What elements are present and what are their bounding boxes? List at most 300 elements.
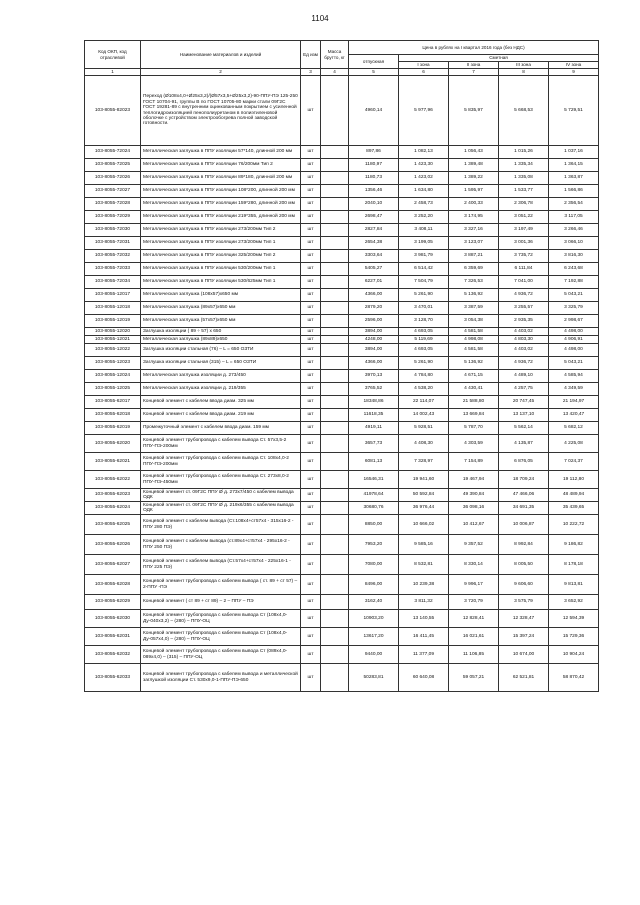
cell-zone3-price: 4 936,72 bbox=[499, 357, 549, 370]
cell-release-price: 13617,20 bbox=[349, 628, 399, 646]
cell-zone1-price: 8 532,81 bbox=[399, 555, 449, 575]
cell-zone2-price: 4 998,08 bbox=[449, 336, 499, 344]
table-row bbox=[85, 328, 599, 336]
cell-name: Заглушка изоляции ( 89 ÷ 57) х 650 bbox=[141, 328, 301, 336]
cell-release-price: 3970,13 bbox=[349, 370, 399, 383]
table-row bbox=[85, 172, 599, 185]
cell-zone4-price: 6 243,68 bbox=[549, 263, 599, 276]
cell-zone2-price: 3 887,21 bbox=[449, 250, 499, 263]
cell-zone4-price: 3 816,30 bbox=[549, 250, 599, 263]
cell-zone4-price: 19 112,80 bbox=[549, 471, 599, 489]
cell-zone4-price: 1 566,86 bbox=[549, 185, 599, 198]
cell-mass bbox=[321, 471, 349, 489]
cell-name: Концевой элемент с кабелем вывода (Ст.108х4+ст57х4 - 315х16-2 - ППУ 280 ПЭ) bbox=[141, 515, 301, 535]
cell-unit: шт bbox=[301, 595, 321, 610]
table-row bbox=[85, 237, 599, 250]
cell-zone1-price: 5 261,90 bbox=[399, 289, 449, 302]
cell-unit: шт bbox=[301, 628, 321, 646]
col-index: 8 bbox=[499, 69, 549, 76]
cell-mass bbox=[321, 224, 349, 237]
cell-zone4-price: 5 682,12 bbox=[549, 422, 599, 435]
cell-release-price: 6227,01 bbox=[349, 276, 399, 289]
table-row bbox=[85, 250, 599, 263]
cell-name: Концевой элемент трубопровода с кабелем вывода и металлической заглушкой изоляции Ст. 530х9,0-1-ППУ-ПЭ-650 bbox=[141, 664, 301, 692]
cell-zone1-price: 22 114,07 bbox=[399, 396, 449, 409]
cell-name: Металлическая заглушка изоляции д. 273/450 bbox=[141, 370, 301, 383]
cell-zone2-price: 13 669,84 bbox=[449, 409, 499, 422]
cell-zone2-price: 4 303,59 bbox=[449, 435, 499, 453]
cell-name: Металлическая заглушка в ППУ изоляции 530/625мм Тип 1 bbox=[141, 276, 301, 289]
cell-name: Концевой элемент трубопровода с кабелем вывода Ст (108х4,0-Ду-040х3,2) – (280) – ППУ-ОЦ bbox=[141, 610, 301, 628]
cell-zone3-price: 1 335,08 bbox=[499, 172, 549, 185]
cell-mass bbox=[321, 263, 349, 276]
cell-unit: шт bbox=[301, 515, 321, 535]
cell-zone1-price: 1 082,13 bbox=[399, 146, 449, 159]
cell-release-price: 2596,00 bbox=[349, 315, 399, 328]
cell-mass bbox=[321, 489, 349, 502]
table-row bbox=[85, 535, 599, 555]
cell-unit: шт bbox=[301, 146, 321, 159]
cell-zone2-price: 4 581,58 bbox=[449, 344, 499, 357]
cell-code: 103-8055-72034 bbox=[85, 276, 141, 289]
cell-mass bbox=[321, 515, 349, 535]
table-row bbox=[85, 336, 599, 344]
cell-zone4-price: 4 906,91 bbox=[549, 336, 599, 344]
header-zone4: IV зона bbox=[549, 62, 599, 69]
page-number: 1104 bbox=[311, 14, 329, 23]
cell-zone1-price: 1 634,80 bbox=[399, 185, 449, 198]
cell-zone2-price: 4 430,41 bbox=[449, 383, 499, 396]
cell-name: Концевой элемент с кабелем вывода (ст.89х4+ст57х4 - 295х16-2 - ППУ 250 ПЭ) bbox=[141, 535, 301, 555]
cell-zone4-price: 4 498,00 bbox=[549, 344, 599, 357]
col-index: 3 bbox=[301, 69, 321, 76]
table-row bbox=[85, 383, 599, 396]
cell-release-price: 8850,00 bbox=[349, 515, 399, 535]
cell-zone4-price: 13 420,47 bbox=[549, 409, 599, 422]
col-index: 7 bbox=[449, 69, 499, 76]
cell-code: 103-8055-72030 bbox=[85, 224, 141, 237]
cell-zone1-price: 60 640,08 bbox=[399, 664, 449, 692]
cell-mass bbox=[321, 315, 349, 328]
cell-mass bbox=[321, 237, 349, 250]
cell-zone2-price: 9 996,17 bbox=[449, 575, 499, 595]
cell-zone4-price: 9 813,81 bbox=[549, 575, 599, 595]
cell-name: Металлическая заглушка в ППУ изоляции 273/200мм Тип 2 bbox=[141, 224, 301, 237]
table-header bbox=[85, 41, 599, 76]
cell-mass bbox=[321, 595, 349, 610]
table-row bbox=[85, 289, 599, 302]
cell-code: 103-8055-62022 bbox=[85, 471, 141, 489]
cell-zone4-price: 1 037,16 bbox=[549, 146, 599, 159]
cell-unit: шт bbox=[301, 409, 321, 422]
cell-zone1-price: 4 784,80 bbox=[399, 370, 449, 383]
cell-unit: шт bbox=[301, 664, 321, 692]
cell-release-price: 8496,00 bbox=[349, 575, 399, 595]
cell-zone4-price: 4 349,59 bbox=[549, 383, 599, 396]
cell-zone4-price: 1 363,87 bbox=[549, 172, 599, 185]
cell-name: Металлическая заглушка в ППУ изоляции 89*180, длинной 200 мм bbox=[141, 172, 301, 185]
cell-mass bbox=[321, 396, 349, 409]
cell-release-price: 7953,20 bbox=[349, 535, 399, 555]
cell-zone1-price: 1 423,02 bbox=[399, 172, 449, 185]
cell-unit: шт bbox=[301, 250, 321, 263]
cell-zone3-price: 5 562,14 bbox=[499, 422, 549, 435]
cell-zone2-price: 10 412,67 bbox=[449, 515, 499, 535]
cell-release-price: 1180,73 bbox=[349, 172, 399, 185]
cell-zone2-price: 7 154,89 bbox=[449, 453, 499, 471]
cell-zone3-price: 4 936,72 bbox=[499, 289, 549, 302]
cell-zone1-price: 1 423,30 bbox=[399, 159, 449, 172]
cell-zone1-price: 3 811,32 bbox=[399, 595, 449, 610]
cell-name: Металлическая заглушка в ППУ изоляции 530/200мм Тип 1 bbox=[141, 263, 301, 276]
cell-code: 103-8055-12024 bbox=[85, 370, 141, 383]
cell-code: 103-8055-62021 bbox=[85, 453, 141, 471]
cell-unit: шт bbox=[301, 422, 321, 435]
cell-code: 103-8055-72028 bbox=[85, 198, 141, 211]
cell-zone3-price: 15 397,24 bbox=[499, 628, 549, 646]
cell-zone1-price: 16 411,45 bbox=[399, 628, 449, 646]
table-row bbox=[85, 315, 599, 328]
cell-zone1-price: 7 328,97 bbox=[399, 453, 449, 471]
cell-code: 103-8055-62033 bbox=[85, 664, 141, 692]
cell-zone2-price: 7 326,53 bbox=[449, 276, 499, 289]
cell-zone1-price: 5 928,51 bbox=[399, 422, 449, 435]
cell-zone2-price: 5 136,92 bbox=[449, 357, 499, 370]
cell-zone4-price: 10 904,24 bbox=[549, 646, 599, 664]
header-zone3: III зона bbox=[499, 62, 549, 69]
cell-zone3-price: 1 533,77 bbox=[499, 185, 549, 198]
cell-zone2-price: 9 357,52 bbox=[449, 535, 499, 555]
cell-mass bbox=[321, 370, 349, 383]
cell-unit: шт bbox=[301, 289, 321, 302]
cell-unit: шт bbox=[301, 344, 321, 357]
table-row bbox=[85, 344, 599, 357]
cell-unit: шт bbox=[301, 535, 321, 555]
cell-name: Металлическая заглушка в ППУ изоляции 325/200мм Тип 2 bbox=[141, 250, 301, 263]
header-code: Код ОКП, код отраслевой bbox=[85, 41, 141, 69]
cell-zone1-price: 3 128,70 bbox=[399, 315, 449, 328]
table-row bbox=[85, 610, 599, 628]
cell-code: 103-8055-72024 bbox=[85, 146, 141, 159]
cell-unit: шт bbox=[301, 370, 321, 383]
cell-zone4-price: 3 266,46 bbox=[549, 224, 599, 237]
cell-zone4-price: 10 222,72 bbox=[549, 515, 599, 535]
table-row bbox=[85, 211, 599, 224]
cell-zone1-price: 11 377,09 bbox=[399, 646, 449, 664]
header-mass: Масса брутто, кг bbox=[321, 41, 349, 69]
cell-release-price: 1356,46 bbox=[349, 185, 399, 198]
cell-name: Концевой элемент ( ст 89 + ст 89) – 2 – ППУ – ПЭ bbox=[141, 595, 301, 610]
cell-mass bbox=[321, 575, 349, 595]
cell-code: 103-8055-62024 bbox=[85, 502, 141, 515]
table-row bbox=[85, 409, 599, 422]
cell-zone3-price: 8 005,50 bbox=[499, 555, 549, 575]
table-row bbox=[85, 302, 599, 315]
cell-release-price: 4919,11 bbox=[349, 422, 399, 435]
cell-zone4-price: 1 364,15 bbox=[549, 159, 599, 172]
cell-unit: шт bbox=[301, 198, 321, 211]
cell-zone3-price: 6 111,84 bbox=[499, 263, 549, 276]
cell-code: 103-8055-12017 bbox=[85, 289, 141, 302]
cell-zone1-price: 4 693,05 bbox=[399, 328, 449, 336]
header-name: Наименование материалов и изделий bbox=[141, 41, 301, 69]
header-estimate: Сметная bbox=[399, 55, 599, 62]
cell-unit: шт bbox=[301, 502, 321, 515]
cell-unit: шт bbox=[301, 336, 321, 344]
cell-zone4-price: 8 178,18 bbox=[549, 555, 599, 575]
cell-name: Металлическая заглушка в ППУ изоляции 57*140, длинной 200 мм bbox=[141, 146, 301, 159]
cell-zone2-price: 3 174,95 bbox=[449, 211, 499, 224]
table-row bbox=[85, 198, 599, 211]
cell-zone3-price: 1 015,26 bbox=[499, 146, 549, 159]
cell-zone3-price: 3 735,72 bbox=[499, 250, 549, 263]
cell-unit: шт bbox=[301, 263, 321, 276]
cell-zone1-price: 7 504,79 bbox=[399, 276, 449, 289]
cell-zone3-price: 6 876,05 bbox=[499, 453, 549, 471]
cell-zone2-price: 5 835,97 bbox=[449, 76, 499, 146]
cell-mass bbox=[321, 555, 349, 575]
table-row bbox=[85, 276, 599, 289]
cell-name: Концевой элемент ст. 09Г2С ППУ Ø д. 219х6/355 с кабелем вывода ОДК bbox=[141, 502, 301, 515]
cell-zone2-price: 11 106,85 bbox=[449, 646, 499, 664]
cell-release-price: 6081,13 bbox=[349, 453, 399, 471]
cell-zone1-price: 5 119,69 bbox=[399, 336, 449, 344]
cell-zone2-price: 12 828,41 bbox=[449, 610, 499, 628]
cell-zone4-price: 9 186,82 bbox=[549, 535, 599, 555]
cell-mass bbox=[321, 289, 349, 302]
cell-code: 103-8055-72025 bbox=[85, 159, 141, 172]
header-prices-title: Цена в рублях на I квартал 2016 года (без НДС) bbox=[349, 41, 599, 55]
cell-name: Концевой элемент трубопровода с кабелем вывода Ст. 108х4,0-2 ППУ-ПЭ-200мм bbox=[141, 453, 301, 471]
cell-name: Промежуточный элемент с кабелем ввода диам. 159 мм bbox=[141, 422, 301, 435]
cell-code: 103-8055-72031 bbox=[85, 237, 141, 250]
cell-code: 103-8055-12025 bbox=[85, 383, 141, 396]
cell-zone3-price: 4 135,87 bbox=[499, 435, 549, 453]
cell-zone2-price: 21 588,80 bbox=[449, 396, 499, 409]
cell-zone4-price: 4 225,08 bbox=[549, 435, 599, 453]
cell-mass bbox=[321, 383, 349, 396]
cell-release-price: 18348,86 bbox=[349, 396, 399, 409]
cell-zone1-price: 3 408,11 bbox=[399, 224, 449, 237]
cell-zone3-price: 3 197,49 bbox=[499, 224, 549, 237]
table-row bbox=[85, 471, 599, 489]
cell-zone3-price: 4 257,75 bbox=[499, 383, 549, 396]
cell-mass bbox=[321, 357, 349, 370]
cell-zone4-price: 5 729,51 bbox=[549, 76, 599, 146]
cell-release-price: 4366,00 bbox=[349, 357, 399, 370]
cell-mass bbox=[321, 628, 349, 646]
cell-unit: шт bbox=[301, 646, 321, 664]
table-row bbox=[85, 628, 599, 646]
cell-name: Металлическая заглушка в ППУ изоляции 76/200мм Тип 2 bbox=[141, 159, 301, 172]
cell-name: Металлическая заглушка в ППУ изоляции 273/200мм Тип 1 bbox=[141, 237, 301, 250]
cell-name: Заглушка изоляции стальная (315) – L = 650 ОЗТИ bbox=[141, 357, 301, 370]
header-zone2: II зона bbox=[449, 62, 499, 69]
cell-zone3-price: 9 606,60 bbox=[499, 575, 549, 595]
col-index: 4 bbox=[321, 69, 349, 76]
cell-release-price: 2827,84 bbox=[349, 224, 399, 237]
cell-zone4-price: 48 489,94 bbox=[549, 489, 599, 502]
cell-name: Заглушка изоляции стальная (76) – L = 650 ОЗТИ bbox=[141, 344, 301, 357]
cell-mass bbox=[321, 185, 349, 198]
cell-mass bbox=[321, 146, 349, 159]
cell-unit: шт bbox=[301, 383, 321, 396]
table-row bbox=[85, 664, 599, 692]
column-index-row bbox=[85, 69, 599, 76]
cell-release-price: 4248,00 bbox=[349, 336, 399, 344]
cell-unit: шт bbox=[301, 575, 321, 595]
table-row bbox=[85, 595, 599, 610]
cell-code: 103-8055-82023 bbox=[85, 76, 141, 146]
cell-zone4-price: 4 585,94 bbox=[549, 370, 599, 383]
cell-zone4-price: 7 192,88 bbox=[549, 276, 599, 289]
cell-mass bbox=[321, 646, 349, 664]
col-index: 9 bbox=[549, 69, 599, 76]
cell-mass bbox=[321, 409, 349, 422]
cell-zone3-price: 13 137,10 bbox=[499, 409, 549, 422]
cell-mass bbox=[321, 76, 349, 146]
cell-zone1-price: 6 514,42 bbox=[399, 263, 449, 276]
cell-zone1-price: 10 239,38 bbox=[399, 575, 449, 595]
cell-zone2-price: 19 467,94 bbox=[449, 471, 499, 489]
cell-name: Металлическая заглушка (89х57)х650 мм bbox=[141, 302, 301, 315]
cell-unit: шт bbox=[301, 172, 321, 185]
cell-zone1-price: 50 592,84 bbox=[399, 489, 449, 502]
cell-zone2-price: 6 359,69 bbox=[449, 263, 499, 276]
cell-zone3-price: 4 403,02 bbox=[499, 328, 549, 336]
cell-mass bbox=[321, 422, 349, 435]
cell-code: 103-8055-62017 bbox=[85, 396, 141, 409]
cell-zone3-price: 62 521,81 bbox=[499, 664, 549, 692]
cell-unit: шт bbox=[301, 555, 321, 575]
cell-name: Металлическая заглушка (57х57)х650 мм bbox=[141, 315, 301, 328]
cell-zone3-price: 12 328,47 bbox=[499, 610, 549, 628]
cell-zone1-price: 3 981,79 bbox=[399, 250, 449, 263]
cell-unit: шт bbox=[301, 453, 321, 471]
cell-release-price: 41978,64 bbox=[349, 489, 399, 502]
cell-zone1-price: 5 977,96 bbox=[399, 76, 449, 146]
cell-zone2-price: 3 720,79 bbox=[449, 595, 499, 610]
cell-zone4-price: 21 194,97 bbox=[549, 396, 599, 409]
cell-mass bbox=[321, 502, 349, 515]
table-row bbox=[85, 357, 599, 370]
cell-zone2-price: 4 671,15 bbox=[449, 370, 499, 383]
cell-zone3-price: 7 041,00 bbox=[499, 276, 549, 289]
cell-zone4-price: 3 652,92 bbox=[549, 595, 599, 610]
cell-code: 103-8055-72033 bbox=[85, 263, 141, 276]
cell-zone4-price: 12 594,39 bbox=[549, 610, 599, 628]
cell-mass bbox=[321, 198, 349, 211]
cell-name: Концевой элемент трубопровода с кабелем вывода Ст (089х4,0-089х4,0) – (315) – ППУ-ОЦ bbox=[141, 646, 301, 664]
cell-code: 103-8055-62030 bbox=[85, 610, 141, 628]
header-unit: Ед изм bbox=[301, 41, 321, 69]
cell-zone3-price: 3 001,36 bbox=[499, 237, 549, 250]
table-row bbox=[85, 76, 599, 146]
cell-release-price: 9440,00 bbox=[349, 646, 399, 664]
cell-code: 103-8055-62020 bbox=[85, 435, 141, 453]
cell-code: 103-8055-62026 bbox=[85, 535, 141, 555]
cell-code: 103-8055-12022 bbox=[85, 344, 141, 357]
cell-code: 103-8055-72029 bbox=[85, 211, 141, 224]
cell-release-price: 50283,81 bbox=[349, 664, 399, 692]
cell-zone1-price: 36 976,44 bbox=[399, 502, 449, 515]
cell-code: 103-8055-72026 bbox=[85, 172, 141, 185]
cell-zone1-price: 5 261,90 bbox=[399, 357, 449, 370]
cell-release-price: 3303,64 bbox=[349, 250, 399, 263]
cell-zone3-price: 3 051,22 bbox=[499, 211, 549, 224]
cell-zone1-price: 3 470,01 bbox=[399, 302, 449, 315]
table-row bbox=[85, 502, 599, 515]
cell-mass bbox=[321, 328, 349, 336]
cell-zone3-price: 2 935,35 bbox=[499, 315, 549, 328]
cell-name: Концевой элемент с кабелем ввода диам. 219 мм bbox=[141, 409, 301, 422]
cell-mass bbox=[321, 664, 349, 692]
cell-zone2-price: 2 400,33 bbox=[449, 198, 499, 211]
cell-unit: шт bbox=[301, 357, 321, 370]
cell-mass bbox=[321, 172, 349, 185]
cell-zone4-price: 2 356,54 bbox=[549, 198, 599, 211]
cell-zone3-price: 1 335,34 bbox=[499, 159, 549, 172]
cell-code: 103-8055-62023 bbox=[85, 489, 141, 502]
cell-unit: шт bbox=[301, 211, 321, 224]
cell-release-price: 3894,00 bbox=[349, 328, 399, 336]
table-row bbox=[85, 146, 599, 159]
cell-release-price: 10903,20 bbox=[349, 610, 399, 628]
cell-zone3-price: 10 674,00 bbox=[499, 646, 549, 664]
cell-code: 103-8055-72032 bbox=[85, 250, 141, 263]
cell-zone2-price: 1 389,22 bbox=[449, 172, 499, 185]
table-row bbox=[85, 646, 599, 664]
cell-zone1-price: 2 458,73 bbox=[399, 198, 449, 211]
cell-release-price: 2698,47 bbox=[349, 211, 399, 224]
cell-zone3-price: 4 803,30 bbox=[499, 336, 549, 344]
cell-release-price: 30680,76 bbox=[349, 502, 399, 515]
cell-release-price: 3162,40 bbox=[349, 595, 399, 610]
cell-mass bbox=[321, 302, 349, 315]
cell-code: 103-8055-62028 bbox=[85, 575, 141, 595]
cell-name: Переход (Ø108x4,0+Ø25x3,2)/(Ø57x3,5+Ø25x3,2)-90-ППУ-ПЭ 125-250 ГОСТ 10704-91, группы В по ГОСТ 10705-80 марки стали 09Г2С ГОСТ 19281-89 с внутренним оцинкованным покрытием с усиленной теплогидроизоляцией пенополиуретаном в полиэтиленовой оболочке с устройством электрообогрева полной заводской готовности. bbox=[141, 76, 301, 146]
table-row bbox=[85, 489, 599, 502]
cell-release-price: 1180,97 bbox=[349, 159, 399, 172]
cell-release-price: 16546,31 bbox=[349, 471, 399, 489]
cell-zone2-price: 8 330,14 bbox=[449, 555, 499, 575]
cell-zone2-price: 1 056,43 bbox=[449, 146, 499, 159]
cell-zone2-price: 49 390,84 bbox=[449, 489, 499, 502]
cell-name: Металлическая заглушка (108х57)х650 мм bbox=[141, 289, 301, 302]
table-row bbox=[85, 396, 599, 409]
cell-zone1-price: 4 408,30 bbox=[399, 435, 449, 453]
cell-code: 103-8055-62027 bbox=[85, 555, 141, 575]
cell-unit: шт bbox=[301, 471, 321, 489]
price-table-wrapper bbox=[84, 40, 598, 692]
cell-zone1-price: 13 140,55 bbox=[399, 610, 449, 628]
cell-zone3-price: 2 306,78 bbox=[499, 198, 549, 211]
cell-release-price: 2879,20 bbox=[349, 302, 399, 315]
col-index: 1 bbox=[85, 69, 141, 76]
cell-release-price: 3657,73 bbox=[349, 435, 399, 453]
cell-code: 103-8055-12018 bbox=[85, 302, 141, 315]
cell-unit: шт bbox=[301, 610, 321, 628]
cell-zone3-price: 34 691,35 bbox=[499, 502, 549, 515]
table-row bbox=[85, 159, 599, 172]
cell-zone4-price: 58 870,42 bbox=[549, 664, 599, 692]
cell-release-price: 7080,00 bbox=[349, 555, 399, 575]
cell-code: 103-8055-12023 bbox=[85, 357, 141, 370]
cell-mass bbox=[321, 344, 349, 357]
cell-zone3-price: 18 709,24 bbox=[499, 471, 549, 489]
cell-code: 103-8055-12021 bbox=[85, 336, 141, 344]
cell-zone3-price: 20 747,45 bbox=[499, 396, 549, 409]
